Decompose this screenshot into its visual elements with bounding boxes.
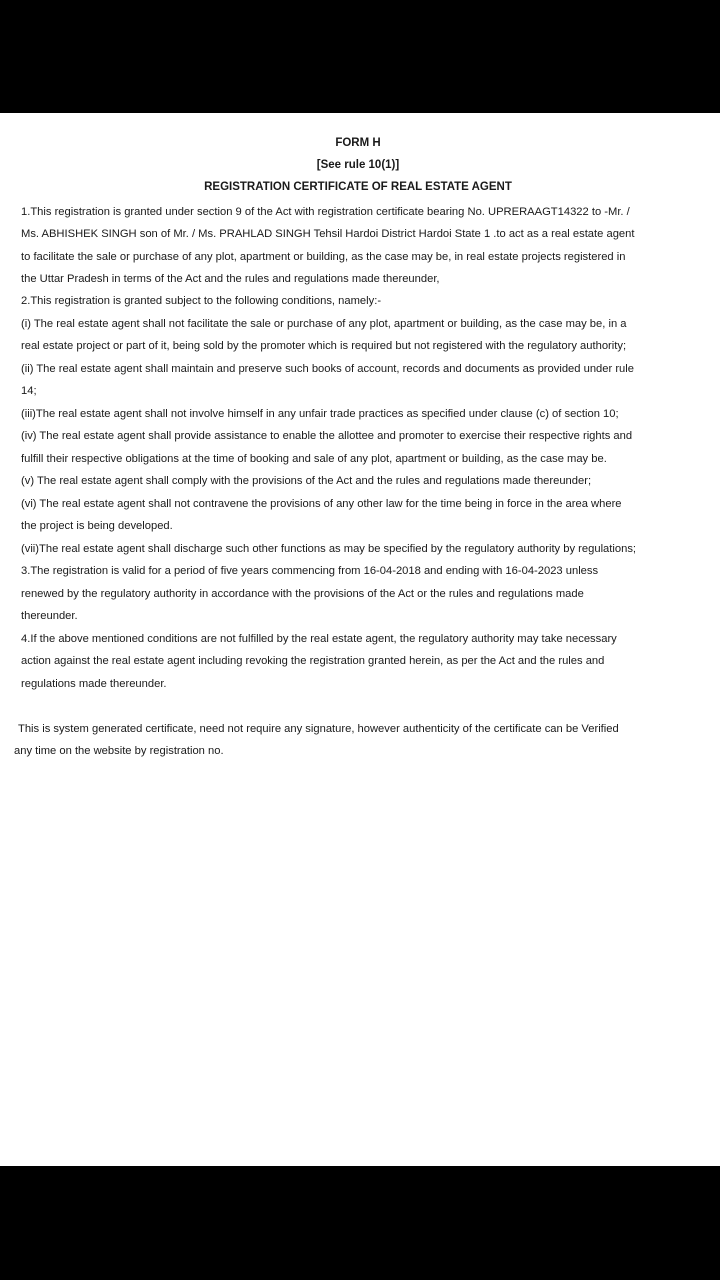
body-line: (v) The real estate agent shall comply with the provisions of the Act and the rules and regulations made thereunder; — [21, 475, 592, 487]
body-line: 14; — [21, 385, 37, 397]
body-line: regulations made thereunder. — [21, 678, 167, 690]
form-title: FORM H — [335, 137, 381, 149]
certificate-page — [0, 113, 720, 1166]
body-line: Ms. ABHISHEK SINGH son of Mr. / Ms. PRAHLAD SINGH Tehsil Hardoi District Hardoi State 1 .to act as a real estate agent — [21, 228, 635, 240]
body-line: renewed by the regulatory authority in accordance with the provisions of the Act or the rules and regulations made — [21, 588, 584, 600]
form-rule-reference: [See rule 10(1)] — [316, 159, 400, 171]
body-line: (vii)The real estate agent shall discharge such other functions as may be specified by the regulatory authority by regulations; — [21, 543, 637, 555]
body-line: (ii) The real estate agent shall maintain and preserve such books of account, records and documents as provided under rule — [21, 363, 634, 375]
body-line: the project is being developed. — [21, 520, 173, 532]
body-line: thereunder. — [21, 610, 78, 622]
body-line: fulfill their respective obligations at the time of booking and sale of any plot, apartment or building, as the case may be. — [21, 453, 607, 465]
verification-note: This is system generated certificate, need not require any signature, however authenticity of the certificate can be Verified — [18, 723, 619, 735]
certificate-heading: REGISTRATION CERTIFICATE OF REAL ESTATE AGENT — [204, 181, 512, 193]
body-line: to facilitate the sale or purchase of any plot, apartment or building, as the case may be, in real estate projects registered in — [21, 251, 626, 263]
body-line: 4.If the above mentioned conditions are not fulfilled by the real estate agent, the regulatory authority may take necessary — [21, 633, 617, 645]
verification-note: any time on the website by registration no. — [14, 745, 224, 757]
body-line: (iii)The real estate agent shall not involve himself in any unfair trade practices as specified under clause (c) of section 10; — [21, 408, 619, 420]
body-line: (i) The real estate agent shall not facilitate the sale or purchase of any plot, apartment or building, as the case may be, in a — [21, 318, 627, 330]
body-line: 2.This registration is granted subject to the following conditions, namely:- — [21, 295, 382, 307]
body-line: (vi) The real estate agent shall not contravene the provisions of any other law for the time being in force in the area where — [21, 498, 622, 510]
body-line: the Uttar Pradesh in terms of the Act and the rules and regulations made thereunder, — [21, 273, 440, 285]
body-line: action against the real estate agent including revoking the registration granted herein, as per the Act and the rules and — [21, 655, 605, 667]
body-line: (iv) The real estate agent shall provide assistance to enable the allottee and promoter to exercise their respective rights and — [21, 430, 633, 442]
body-line: 1.This registration is granted under section 9 of the Act with registration certificate bearing No. UPRERAAGT14322 to -Mr. / — [21, 206, 630, 218]
body-line: 3.The registration is valid for a period of five years commencing from 16-04-2018 and ending with 16-04-2023 unless — [21, 565, 599, 577]
body-line: real estate project or part of it, being sold by the promoter which is required but not registered with the regulatory authority; — [21, 340, 627, 352]
